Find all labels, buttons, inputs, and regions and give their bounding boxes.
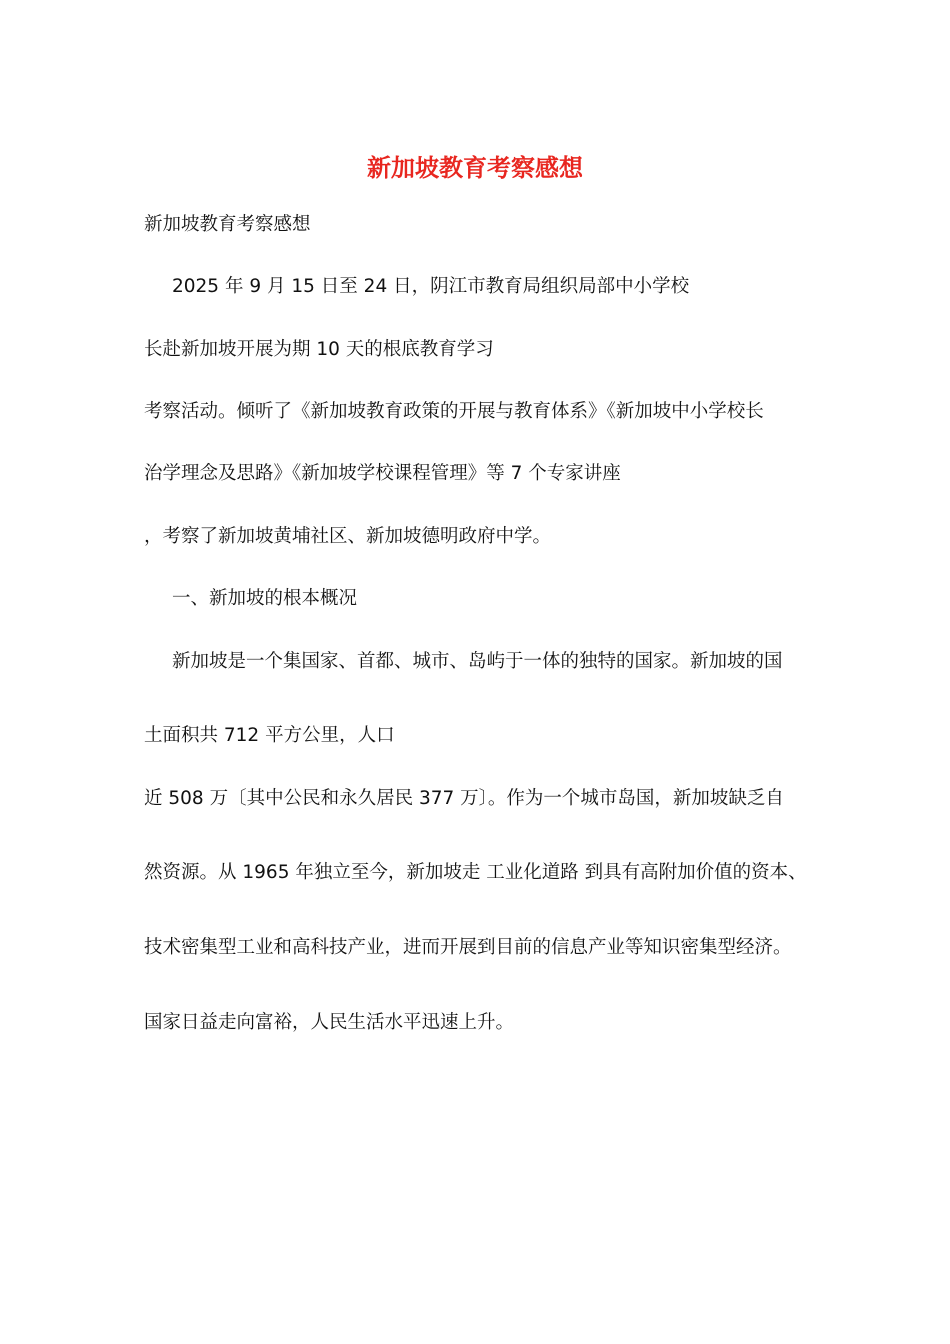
paragraph-line: 近 508 万〔其中公民和永久居民 377 万〕。作为一个城市岛国，新加坡缺乏自 — [144, 788, 784, 809]
paragraph-line: 新加坡是一个集国家、首都、城市、岛屿于一体的独特的国家。新加坡的国 — [172, 651, 783, 672]
paragraph-line: 2025 年 9 月 15 日至 24 日，阴江市教育局组织局部中小学校 — [172, 276, 690, 297]
paragraph-line: 技术密集型工业和高科技产业，进而开展到目前的信息产业等知识密集型经济。 — [144, 937, 792, 958]
paragraph-line: 然资源。从 1965 年独立至今，新加坡走 工业化道路 到具有高附加价值的资本、 — [144, 862, 807, 883]
document-title: 新加坡教育考察感想 — [367, 153, 583, 182]
paragraph-line: 国家日益走向富裕，人民生活水平迅速上升。 — [144, 1012, 515, 1033]
paragraph-line: 治学理念及思路》《新加坡学校课程管理》等 7 个专家讲座 — [144, 463, 621, 484]
paragraph-line: ，考察了新加坡黄埔社区、新加坡德明政府中学。 — [144, 526, 552, 547]
paragraph-line: 考察活动。倾听了《新加坡教育政策的开展与教育体系》《新加坡中小学校长 — [144, 401, 764, 422]
paragraph-line: 土面积共 712 平方公里，人口 — [144, 725, 395, 746]
subtitle-line: 新加坡教育考察感想 — [144, 214, 311, 235]
paragraph-line: 长赴新加坡开展为期 10 天的根底教育学习 — [144, 339, 494, 360]
section-heading: 一、新加坡的根本概况 — [172, 588, 358, 609]
